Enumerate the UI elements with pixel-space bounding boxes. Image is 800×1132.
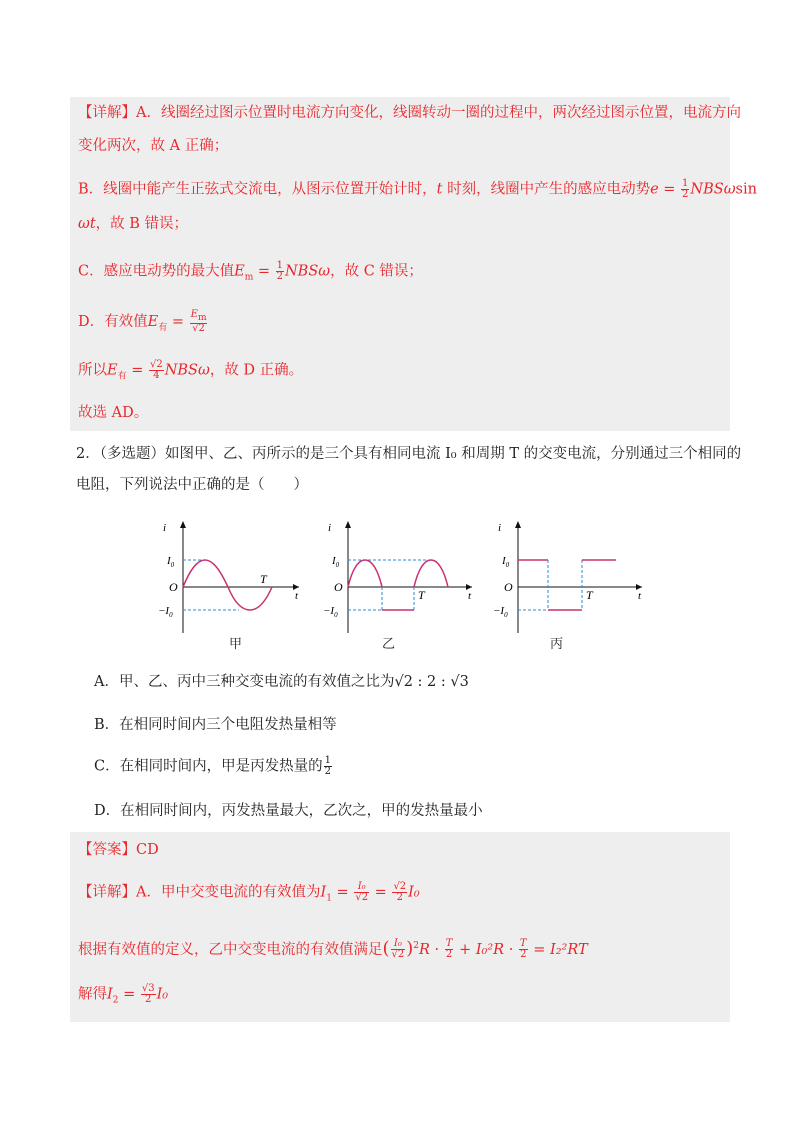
period-label: T (260, 572, 267, 586)
option-b-line: B．线圈中能产生正弦式交流电，从图示位置开始计时，t 时刻，线圈中产生的感应电动势e = $\frac{1}{2}$ NBSωsin (78, 178, 757, 200)
axis-i-label: i (498, 522, 502, 534)
figure-jia-caption: 甲 (229, 637, 243, 652)
half-sine-1 (348, 560, 382, 587)
axis-i-label: i (328, 522, 332, 534)
option-d-line: D．有效值$E_有$ = $\frac{E_m}{√2}$ (78, 309, 207, 334)
figure-bing (490, 515, 650, 655)
origin-label: O (504, 580, 513, 594)
i0-label: $I_0$ (167, 555, 175, 569)
i-axis-arrow (345, 521, 351, 528)
question-2-line-1: 2．（多选题）如图甲、乙、丙所示的是三个具有相同电流 I₀ 和周期 T 的交变电流，分别通过三个相同的 (76, 446, 742, 462)
detail-line-1: 【详解】A．线圈经过图示位置时电流方向变化，线圈转动一圈的过程中，两次经过图示位置，电流方向 (78, 105, 741, 121)
origin-label: O (169, 580, 178, 594)
i-axis-arrow (180, 521, 186, 528)
detail-a-line: 【详解】A．甲中交变电流的有效值为$I_1$ = $\frac{\text{I₀}}{√2}$ = $\frac{√2}{2}$ I₀ (78, 881, 420, 904)
half-sine-2 (414, 560, 448, 587)
axis-t-label: t (468, 590, 472, 602)
choose-line: 故选 AD。 (78, 405, 149, 421)
solve-line: 解得$I_2$ = $\frac{√3}{2}$ I₀ (78, 983, 169, 1006)
option-d: D．在相同时间内，丙发热量最大，乙次之，甲的发热量最小 (94, 803, 483, 819)
option-c: C．在相同时间内，甲是丙发热量的 $\frac{1}{2}$ (94, 755, 331, 777)
axis-t-label: t (638, 590, 642, 602)
neg-i0-label: $-I_0$ (158, 605, 173, 619)
detail-line-2: 变化两次，故 A 正确； (78, 138, 229, 154)
origin-label: O (334, 580, 343, 594)
neg-i0-label: $-I_0$ (323, 605, 338, 619)
figure-bing-caption: 丙 (550, 637, 564, 652)
neg-i0-label: $-I_0$ (493, 605, 508, 619)
figure-jia (155, 515, 305, 655)
i0-label: $I_0$ (502, 555, 510, 569)
answer-line: 【答案】CD (78, 842, 159, 858)
figure-yi-graph (320, 515, 480, 655)
axis-t-label: t (295, 590, 299, 602)
conclusion-line: 所以$E_有$ = $\frac{√2}{4}$ NBSω，故 D 正确。 (78, 359, 304, 382)
option-b-line-2: ωt，故 B 错误； (78, 216, 189, 232)
figure-yi-caption: 乙 (382, 637, 396, 652)
definition-line: 根据有效值的定义，乙中交变电流的有效值满足( $\frac{\text{I₀}}{√2}$ )$^2$R · $\frac{T}{2}$ + I₀²R · $\frac{T}{2}$ = I₂²RT (78, 937, 588, 961)
option-b: B．在相同时间内三个电阻发热量相等 (94, 717, 337, 733)
period-label: T (586, 588, 593, 602)
option-a: A．甲、乙、丙中三种交变电流的有效值之比为√2 : 2 : √3 (94, 674, 469, 690)
i-axis-arrow (515, 521, 521, 528)
explanation-block-2 (70, 832, 730, 1022)
axis-i-label: i (163, 522, 167, 534)
period-label: T (418, 588, 425, 602)
figure-bing-graph (490, 515, 650, 655)
question-2-line-2: 电阻，下列说法中正确的是（ ） (76, 477, 308, 493)
sine-wave (183, 560, 272, 610)
explanation-block-1 (70, 97, 757, 431)
i0-label: $I_0$ (332, 555, 340, 569)
figure-yi (320, 515, 480, 655)
option-c-line: C．感应电动势的最大值$E_m$ = $\frac{1}{2}$ NBSω，故 C 错误； (78, 260, 423, 283)
